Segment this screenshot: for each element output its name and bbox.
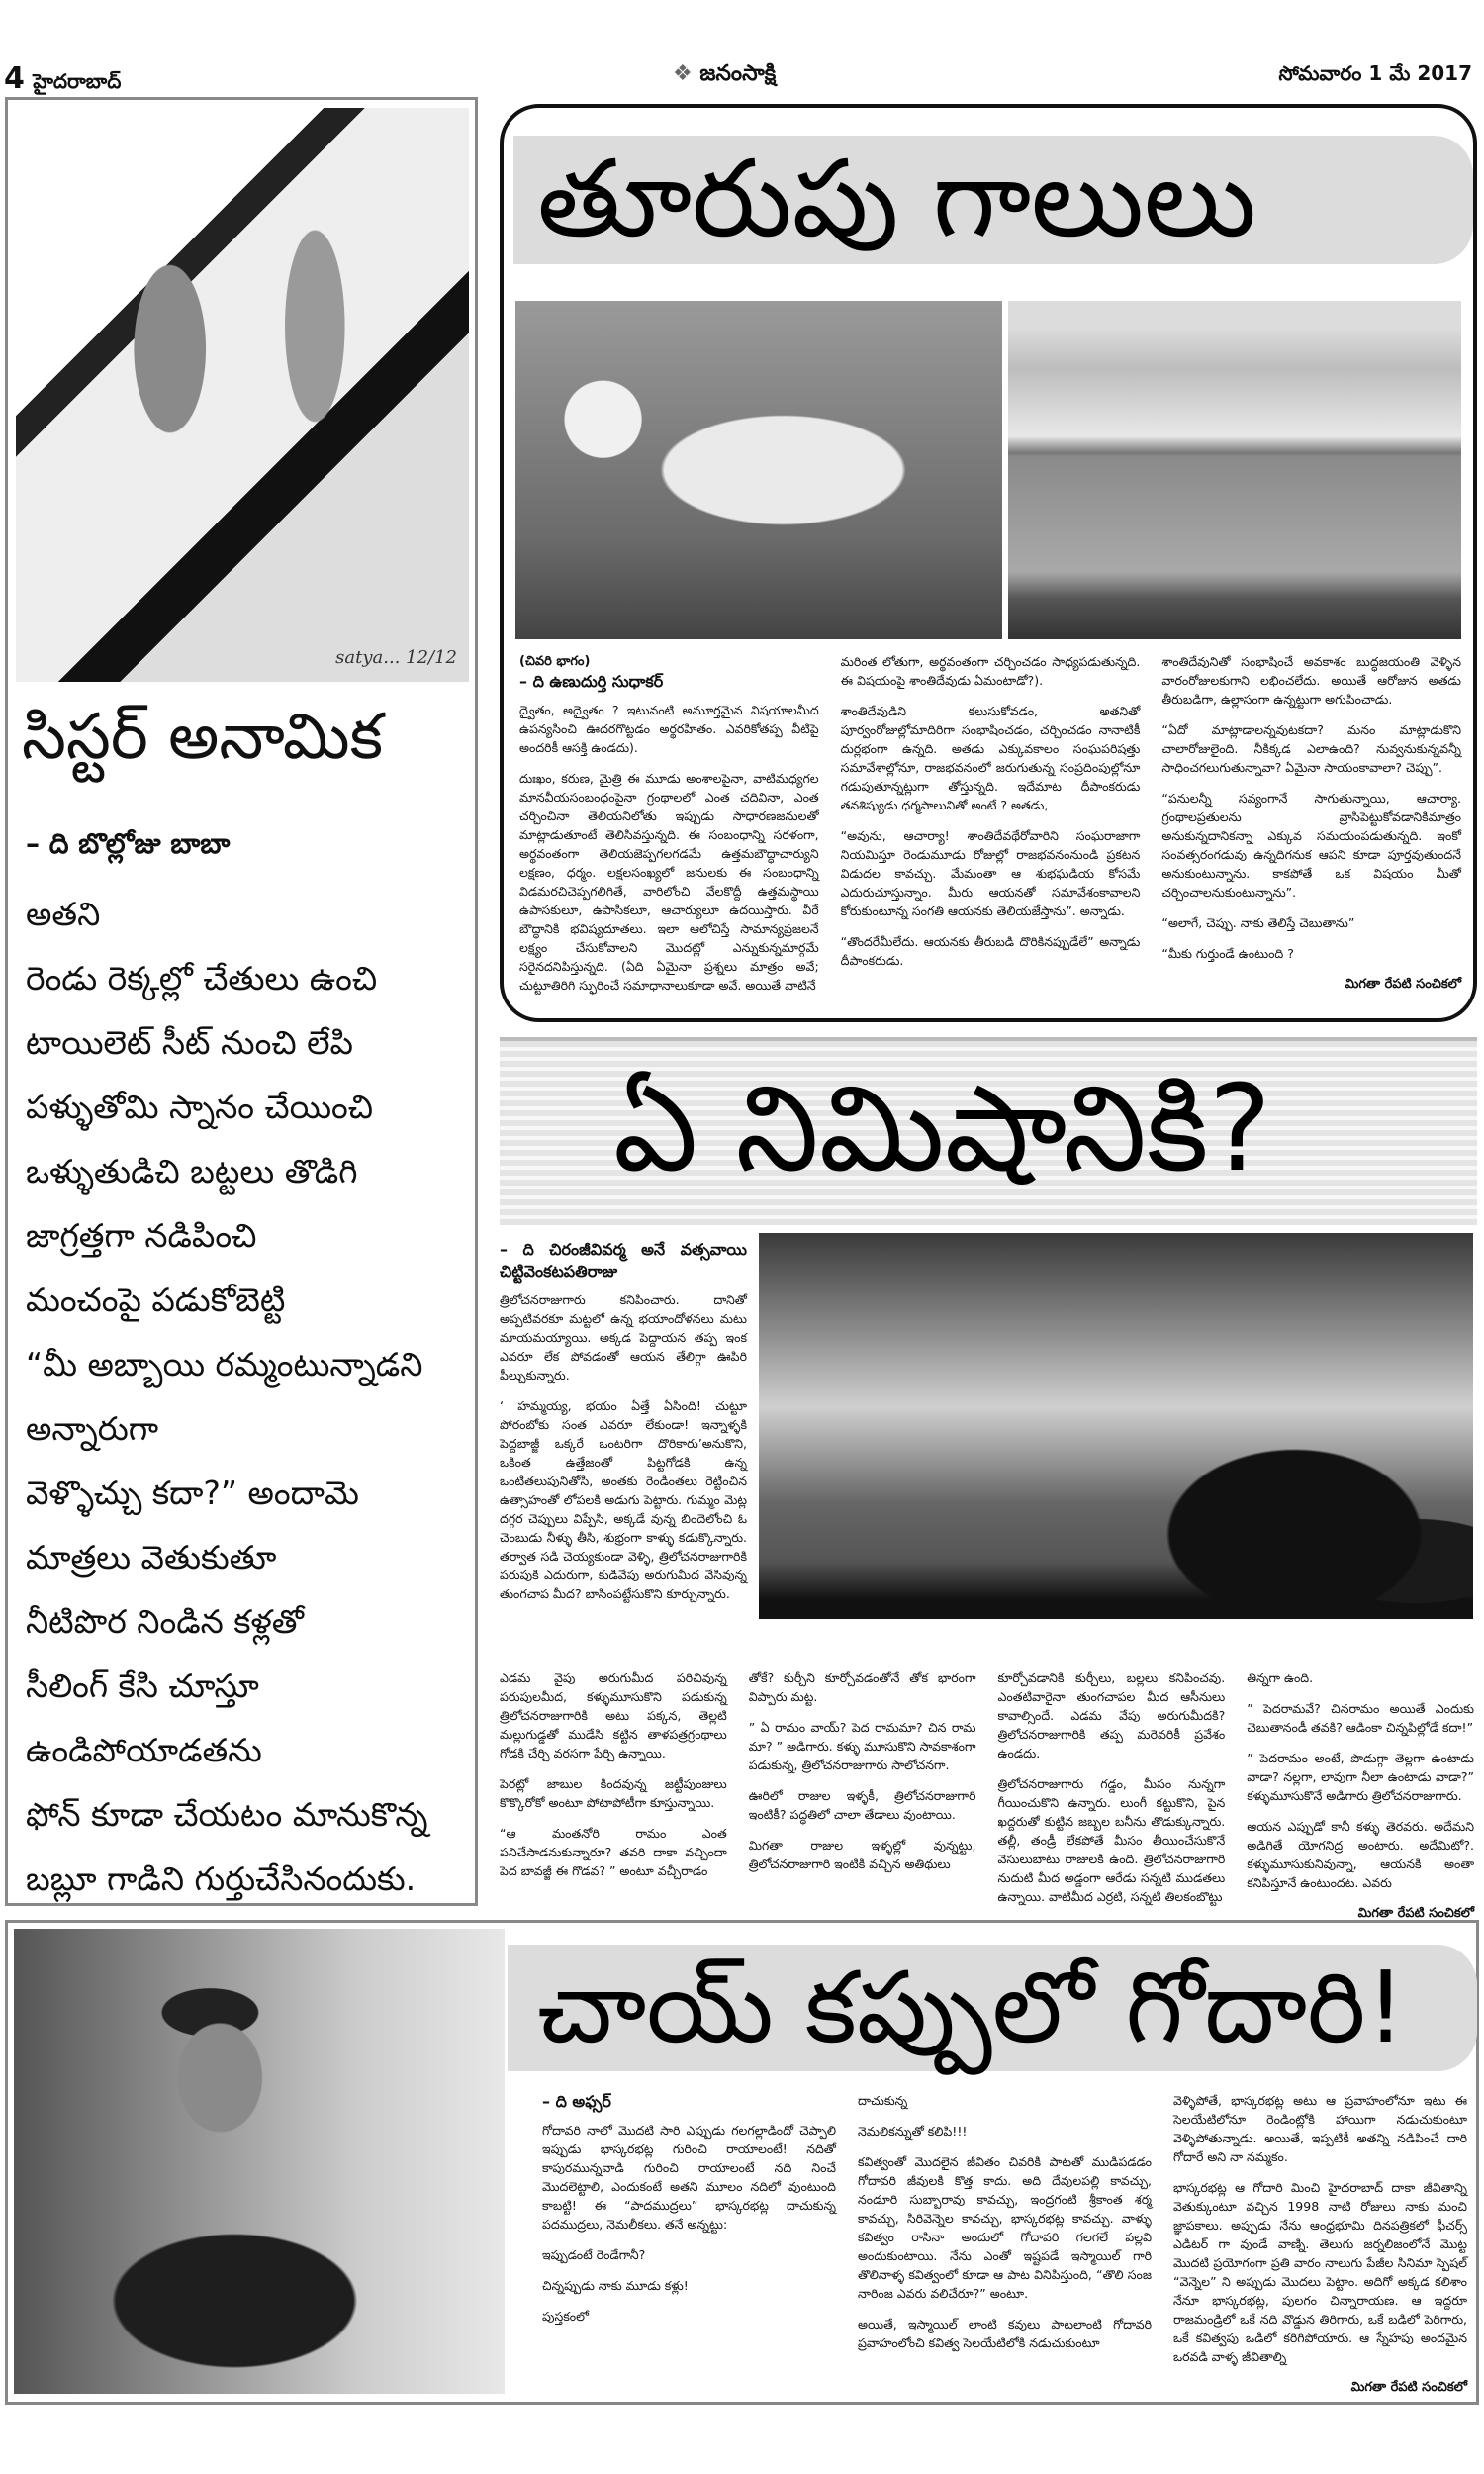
paragraph: గోదావరి నాలో మొదటి సారి ఎప్పుడు గలగల్లాడిందో చెప్పాలి ఇప్పుడు భాస్కరభట్ల గురించి రాయాలంటే! నదితో కాపురమున్నవాడి గురించి రాయాలంటే నది నించే మొదలెట్టాలి, ఎందుకంటే అతని మూలం నదిలో వుంటుంది కాబట్టి! ఈ “పాదముద్రలు” భాస్కరభట్ల దాచుకున్న పదముద్రలు, నెమలీకలు. తనే అన్నట్టు:: [542, 2123, 836, 2232]
paper-logo: [673, 61, 776, 91]
paragraph: త్రిలోచనరాజుగారు గడ్డం, మీసం నున్నగా గీయించుకొని ఉన్నారు. లుంగీ కట్టుకొని, పైన ఖద్దరుతో కుట్టిన జబ్బల బనీను తొడుక్కున్నారు. తల్లీ, తండ్రీ లేకపోతే మీసం తీయించేసుకొనే వెసులుబాటు రాజులకి ఉంది. త్రిలోచనరాజుగారి నుదుటి మీద అడ్డంగా ఆరేడు సన్నటి ముడతలు ఉన్నాయి. వాటిమీద ఎర్రటి, సన్నటి తిలకంబొట్టు: [997, 1776, 1226, 1904]
paragraph: తిన్నగా ఉంది.: [1247, 1670, 1314, 1685]
poem-line: ఉండిపోయాడతను: [26, 1731, 262, 1769]
poem-line: మాత్రలు వెతుకుతూ: [26, 1538, 277, 1576]
paragraph: ఇప్పుడంటే రెండేగానీ?: [542, 2247, 646, 2262]
paragraph: మరింత లోతుగా, అర్థవంతంగా చర్చించడం సాధ్యపడుతున్నది. ఈ విషయంపై శాంతిదేవుడు ఏమంటాడో?).: [840, 654, 1141, 688]
paragraph: ఎడమ వైపు అరుగుమీద పరిచివున్న పరుపులమీద, కళ్ళుమూసుకొని పడుకున్న త్రిలోచనరాజుగారికి అటు పక్కన, తెల్లటి మల్లుగుడ్డతో ముడేసి కట్టిన తాళపత్రగ్రంథాలు గోడకి చేర్చి వరసగా పేర్చి ఉన్నాయి.: [500, 1670, 727, 1760]
paragraph: “ఆ మంతనోరి రామం ఎంత పనిచేసాడనుకున్నారూ? తవరి దాకా వచ్చిందా పెద బావజ్జీ ఈ గొడవ? ” అంటూ వచ్చీరాడం: [500, 1826, 727, 1878]
article-3-column: [858, 2091, 1152, 2397]
article-3: [5, 1920, 1479, 2405]
poem-line: పళ్ళుతోమి స్నానం చేయించి: [26, 1088, 374, 1126]
article-2-column: [749, 1668, 976, 1923]
paragraph: “అలాగే, చెప్పు. నాకు తెలిస్తే చెబుతాను”: [1161, 915, 1355, 930]
poem-title: సిస్టర్ అనామిక: [22, 701, 383, 774]
article-2-headline: ఏ నిమిషానికి?: [613, 1061, 1272, 1198]
paragraph: అయితే, ఇస్మాయిల్ లాంటి కవులు పాటలాంటి గోదావరి ప్రవాహంలోంచి కవిత్వ సెలయేటిలోకి నడుచుకుంటూ: [858, 2317, 1152, 2350]
poem-byline: – ది బొల్లోజు బాబా: [26, 827, 231, 860]
article-1-body: [519, 652, 1461, 1006]
poem-line: “మీ అబ్బాయి రమ్మంటున్నాడని: [26, 1345, 423, 1383]
paragraph: వెళ్ళిపోతే, భాస్కరభట్ల అటు ఆ ప్రవాహంలోనూ ఇటు ఈ సెలయేటిలోనూ రెండింట్లోకి హాయిగా నడుచుకుంటూ వెళ్ళిపోతున్నాడు. అయితే, ఇప్పటికీ అతన్ని నడిపించే దారి గోదారే అని నా నమ్మకం.: [1173, 2093, 1467, 2164]
article-2-top-column: [500, 1239, 747, 1615]
paragraph: పుస్తకంలో: [542, 2309, 589, 2324]
author-photo: [14, 1929, 505, 2394]
paragraph: కవిత్వంతో మొదలైన జీవితం చివరికి పాటతో ముడిపడడం గోదావరి జీవులకి కొత్త కాదు. అది దేవులపల్లి కావచ్చు, నండూరి సుబ్బారావు కావచ్చు, ఇంద్రగంటి శ్రీకాంత శర్మ కావచ్చు, సిరివెన్నెల కావచ్చు, భాస్కరభట్ల కావచ్చు. వాళ్ళు కవిత్వం రాసినా అందులో గోదావరి గలగలే పల్లవి అందుకుంటాయి. నేను ఎంతో ఇష్టపడే ఇస్మాయిల్ గారి తొలినాళ్ళ కవిత్వంలో కూడా ఆ పాట వినిపిస్తుంది, “తొలి సంజ నారింజ ఎవరు వలిచేరూ?” అంటూ.: [858, 2154, 1152, 2301]
poem-artwork: [16, 108, 469, 682]
article-3-column: [1173, 2091, 1467, 2397]
poem-line: సీలింగ్ కేసి చూస్తూ: [26, 1666, 259, 1705]
paragraph: ఊరిలో రాజుల ఇళ్ళకీ, త్రిలోచనరాజుగారి ఇంటికీ? పద్ధతిలో చాలా తేడాలు వుంటాయి.: [748, 1788, 976, 1822]
article-3-body: [542, 2091, 1467, 2397]
paragraph: మిగతా రాజుల ఇళ్ళల్లో వున్నట్టు, త్రిలోచనరాజుగారి ఇంటికి వచ్చిన అతిథులు: [748, 1838, 976, 1871]
article-1-headline: తూరుపు గాలులు: [537, 138, 1257, 261]
paragraph: నెమలికన్నుతో కలిపి!!!: [858, 2124, 968, 2139]
city-label: హైదరాబాద్: [33, 69, 122, 93]
article-2-column: [998, 1668, 1226, 1923]
continued-note: మిగతా రేపటి సంచికలో: [1350, 2380, 1467, 2395]
page-number: 4: [4, 61, 25, 96]
page-header: [4, 61, 121, 98]
logo-icon: ❖: [673, 61, 693, 86]
poem-line: మంచంపై పడుకోబెట్టి: [26, 1281, 286, 1319]
paragraph: “తొందరేమీలేదు. ఆయనకు తీరుబడి దొరికినప్పుడేలే” అన్నాడు దీపాంకరుడు.: [840, 934, 1141, 968]
paragraph: ‘ హమ్మయ్య, భయం ఏత్తే ఏసింది! చుట్టూ పోరంబోకు సంత ఎవరూ లేకుండా! ఇన్నాళ్ళకి పెద్దబాజ్జీ ఒక్కరే ఒంటరిగా దొరికారు’అనుకొని, ఒకింత ఉత్తేజంతో పిట్టగోడకి ఉన్న ఒంటితలుపునితోసి, అంతకు రెండింతలు రెట్టించిన ఉత్సాహంతో లోపలకి అడుగు పెట్టారు. గుమ్మం మెట్ల దగ్గర చెప్పులు విప్పేసి, అక్కడే వున్న బిందెలోంచి ఓ చెంబుడు నీళ్ళు తీసి, శుభ్రంగా కాళ్ళు కడుక్కొన్నారు. తర్వాత సడి చెయ్యకుండా వెళ్ళి, త్రిలోచనరాజుగారికి పరుపుకి ఎదురుగా, కుడివేపు అరుగుమీద వేసివున్న తుంగచాప మీద? బాసింపట్టేసుకొని కూర్చున్నారు.: [500, 1398, 747, 1601]
poem-body: [26, 882, 427, 1911]
sunset-trees-photo: [759, 1233, 1473, 1619]
article-3-headline: చాయ్ కప్పులో గోదారి!: [537, 1950, 1406, 2065]
paragraph: ద్వైతం, అద్వైతం ? ఇటువంటి అమూర్తమైన విషయాలమీద ఉపన్యసించి ఊదరగొట్టడం అర్థరహితం. ఎవరికోతప్ప వీటిపై అందరికీ ఆసక్తి ఉండదు).: [519, 703, 819, 755]
poem-line: బబ్లూ గాడిని గుర్తుచేసినందుకు.: [26, 1859, 417, 1898]
poem-line: వెళ్ళొచ్చు కదా?” అందామె: [26, 1474, 359, 1512]
continued-note: మిగతా రేపటి సంచికలో: [1357, 1906, 1474, 1921]
article-2-byline: – ది చిరంజీవివర్మ అనే వత్సవాయి చిట్టివెంకటపతిరాజు: [500, 1240, 747, 1281]
article-3-column: [542, 2091, 836, 2397]
poem-line: అతని: [26, 895, 101, 933]
reclining-buddha-photo: [515, 301, 1002, 639]
paragraph: ” ఏ రామం వాయ్? పెద రామమా? చిన రామ మా? ” అడిగారు. కళ్ళు మూసుకొని సావకాశంగా పడుకున్న, త్రిలోచనరాజుగారు సాలోచనగా.: [748, 1720, 976, 1772]
article-3-byline: – ది అఫ్సర్: [542, 2092, 611, 2111]
article-1-byline: – ది ఉణుదుర్తి సుధాకర్: [519, 672, 664, 691]
paragraph: దుఃఖం, కరుణ, మైత్రి ఈ మూడు అంశాలపైనా, వాటిమధ్యగల మానవీయసంబంధంపైనా గ్రంథాలలో ఎంత చదివినా, ఎంత చర్చించినా తెలియనిలోతు ఇప్పుడు సాధారణజనులతో మాట్లాడుతూంటే తెలిసివస్తున్నది. ఈ సంబంధాన్ని సరళంగా, అర్థవంతంగా తెలియజెప్పగలగడమే ఉత్తమబౌద్ధాచార్యుని లక్షణం, ధర్మం. లక్షలసంఖ్యలో జనులకు ఈ సంబంధాన్ని విడమరచిచెప్పగలిగితే, వారిలోంచి వేలకొద్దీ ఉత్తమస్థాయి ఉపాసకులూ, ఉపాసికలూ, ఆచార్యులూ ఉదయిస్తారు. వీరే బౌద్ధానికి భవిష్యదూతలు. ఇలా ఆలోచిస్తే సామాన్యప్రజలనే లక్ష్యం చేసుకోవాలని మొదట్లో ఎన్నుకున్నమార్గమే సరైనదనిపిస్తున్నది. (ఏది ఏమైనా ప్రశ్నలు మాత్రం అవే; చుట్టూతిరిగి స్ఫురించే సమాధానాలుకూడా అవే. అయితే వాటినే: [519, 771, 819, 993]
paragraph: కూర్చోవడానికి కుర్చీలు, బల్లలు కనిపించవు. ఎంతటివారైనా తుంగచాపల మీద ఆసీనులు కావాల్సిందే. ఎడమ వేపు అరుగుమీదకి? త్రిలోచనరాజుగారికి తప్ప మరెవరికీ ప్రవేశం ఉండదు.: [997, 1670, 1226, 1760]
paragraph: శాంతిదేవుడిని కలుసుకోవడం, అతనితో పూర్వంరోజుల్లోమాదిరిగా సంభాషించడం, చర్చించడం నానాటికీ దుర్లభంగా ఉన్నది. అతడు ఎక్కువకాలం సంఘపరిషత్తు సమావేశాల్లోనూ, రాజభవనంలో జరుగుతున్న సంప్రదింపుల్లోనూ గడుపుతూన్నట్లుగా తోస్తున్నది. ఇదేమాట దీపాంకరుడు తనశిష్యుడు ధర్మపాలునితో అంటే ? అతడు,: [840, 704, 1141, 812]
poem-line: టాయిలెట్ సీట్ నుంచి లేపి: [26, 1023, 353, 1062]
article-2-column: [500, 1668, 727, 1923]
issue-date: సోమవారం 1 మే 2017: [1278, 61, 1472, 85]
poem-line: రెండు రెక్కల్లో చేతులు ఉంచి: [26, 959, 378, 998]
paragraph: “ఏదో మాట్లాడాలన్నవుటకదా? మనం మాట్లాడుకొని చాలారోజులైంది. నీకిక్కడ ఎలాఉంది? నువ్వనుకున్నవన్నీ సాధించగలుగుతున్నావా? ఏమైనా సాయంకావాలా? చెప్పు”.: [1161, 722, 1462, 775]
article-1-column: [1161, 652, 1461, 1006]
article-3-headline-band: [508, 1945, 1477, 2071]
article-1: [500, 104, 1477, 1022]
paragraph: తోకే? కుర్చీని కూర్చోవడంతోనే తోక భారంగా విప్పారు మట్ట.: [748, 1670, 976, 1704]
poem-line: జాగ్రత్తగా నడిపించి: [26, 1216, 257, 1255]
article-2-column: [1247, 1668, 1474, 1923]
paragraph: చిన్నప్పుడు నాకు మూడు కళ్లు!: [542, 2278, 689, 2293]
paragraph: పెరట్లో జాబుల కిందవున్న జట్టీపుంజులు కొక్కొరోకో అంటూ పోటాపోటీగా కూస్తున్నాయి.: [500, 1776, 727, 1810]
article-1-column: [841, 652, 1141, 1006]
article-1-part: (చివరి భాగం): [519, 654, 591, 669]
artwork-signature: satya... 12/12: [335, 647, 457, 668]
paragraph: దాచుకున్న: [858, 2093, 908, 2108]
paragraph: “మీకు గుర్తుండే ఉంటుంది ?: [1161, 946, 1294, 961]
paragraph: “పనులన్నీ సవ్యంగానే సాగుతున్నాయి, ఆచార్యా. గ్రంథాలప్రతులను వ్రాసిపెట్టుకోవడానికిమాత్రం అనుకున్నదానికన్నా ఎక్కువ సమయంపడుతున్నది. ఇంకో సంవత్సరంగడువు ఉన్నదిగనుక ఆపని కూడా పూర్తవుతుందనే అనుకుంటున్నాను. కాకపోతే ఒక విషయం మీతో చర్చించాలనుకుంటున్నాను”.: [1161, 791, 1462, 900]
paragraph: త్రిలోచనరాజుగారు కనిపించారు. దానితో అప్పటివరకూ మట్టలో ఉన్న భయాందోళనలు మటు మాయమయ్యాయి. అక్కడ పెద్దాయన తప్ప ఇంక ఎవరూ లేక పోవడంతో ఆయన తేలిగ్గా ఊపిరి పీల్చుకున్నారు.: [500, 1292, 747, 1382]
poem-line: నీటిపొర నిండిన కళ్లతో: [26, 1602, 304, 1641]
article-2-headline-band: [500, 1037, 1477, 1225]
sea-sky-photo: [1008, 301, 1461, 639]
paragraph: భాస్కరభట్ల ఆ గోదారి మించి హైదరాబాద్ దాకా జీవితాన్ని వెతుక్కుంటూ వచ్చిన 1998 నాటి రోజులు నాకు మంచి జ్ఞాపకాలు. అప్పుడు నేను ఆంధ్రభూమి దినపత్రికలో ఫీచర్స్ ఎడిటర్ గా వుండే వాణ్ని. తెలుగు జర్నలిజంలోనే మొట్ట మొదటి ప్రయోగంగా ప్రతి వారం నాలుగు పేజీల సినిమా స్పెషల్ “వెన్నెల” ని అప్పుడు మొదలు పెట్టాం. అదిగో అక్కడ కలిశాం నేనూ భాస్కరభట్ల, పులగం చిన్నారాయణ. ఆ ఇద్దరూ రాజమండ్రిలో ఒకే నది వొడ్డున తిరిగారు, ఒకే బడిలో పెరిగారు, ఒకే కవిత్వపు ఒడిలో కరిగిపోయారు. ఆ స్నేహపు అందమైన ఒరవడి వాళ్ళ జీవితాల్ని: [1173, 2180, 1467, 2364]
article-1-column: [519, 652, 819, 1006]
paragraph: “అవును, ఆచార్యా! శాంతిదేవథేరోవారిని సంఘరాజాగా నియమిస్తూ రెండుమూడు రోజుల్లో రాజభవనంనుండి ప్రకటన విడుదల కావచ్చు. మేమంతా ఆ శుభఘడియ కోసమే ఎదురుచూస్తున్నాం. మీరు ఆయనతో సమావేశంకావాలని కోరుకుంటూన్న సంగతి ఆయనకు తెలియజేస్తాను”. అన్నాడు.: [840, 828, 1141, 918]
paragraph: ” పెదరామం అంటే, పొడుగ్గా తెల్లగా ఉంటాడు వాడా? నల్లగా, లావుగా నీలా ఉంటాడు వాడా?” కళ్ళుమూసుకొనే అడిగారు త్రిలోచనరాజుగారు.: [1247, 1751, 1474, 1803]
article-1-headline-band: [513, 136, 1473, 264]
paragraph: శాంతిదేవునితో సంభాషించే అవకాశం బుద్ధజయంతి వెళ్ళిన వారంరోజులకుగాని లభించలేదు. అయితే ఆరోజున అతడు తీరుబడిగా, ఉల్లాసంగా ఉన్నట్టుగా అగుపించాడు.: [1161, 654, 1462, 707]
poem-line: అన్నారుగా: [26, 1409, 159, 1448]
poem-line: ఫోన్ కూడా చేయటం మానుకొన్న: [26, 1795, 428, 1834]
paragraph: ” పెదరామవే? చినరామం అయితే ఎందుకు చెబుతానండీ తవకి? ఆడింకా చిన్నపిల్లోడే కదా!”: [1247, 1701, 1474, 1735]
poem-section: [5, 97, 478, 1906]
continued-note: మిగతా రేపటి సంచికలో: [1345, 977, 1462, 992]
poem-line: ఒళ్ళుతుడిచి బట్టలు తొడిగి: [26, 1152, 358, 1190]
article-2-bottom-body: [500, 1668, 1474, 1923]
paragraph: ఆయన ఎప్పుడో కానీ కళ్ళు తెరవరు. అదేమని అడిగితే యోగనిద్ర అంటారు. అదేమిటో?. కళ్ళుమూసుకునివున్నా, ఆయనకి అంతా కనిపిస్తూనే ఉంటుందట. ఎవరు: [1247, 1819, 1474, 1890]
paper-name: జనంసాక్షి: [699, 61, 777, 86]
